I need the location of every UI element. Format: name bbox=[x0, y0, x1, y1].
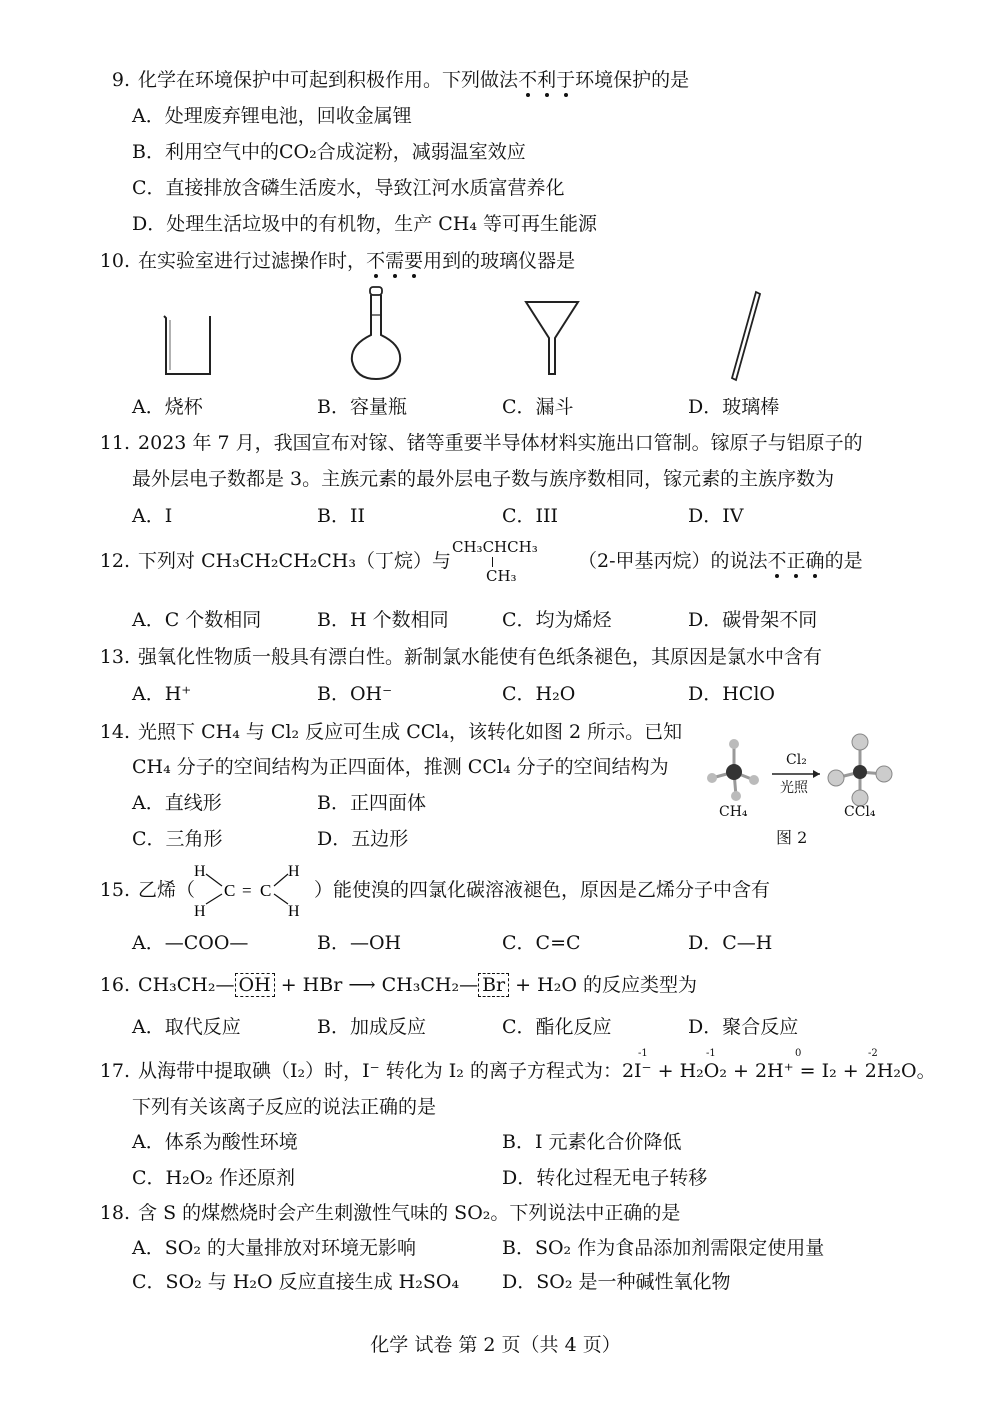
oxidation-state: 0 bbox=[795, 1048, 802, 1059]
question-number: 11. bbox=[99, 432, 130, 454]
svg-text:H: H bbox=[288, 863, 300, 880]
option-b: B．正四面体 bbox=[317, 792, 426, 814]
option-a: A．I bbox=[132, 505, 173, 527]
question-18-stem bbox=[92, 1199, 680, 1227]
option-a: A．—COO— bbox=[132, 932, 249, 954]
option-d: D．聚合反应 bbox=[688, 1016, 799, 1038]
question-number: 12. bbox=[99, 550, 130, 572]
ionic-equation: 2I⁻ + H₂O₂ + 2H⁺ = I₂ + 2H₂O bbox=[621, 1060, 917, 1082]
equation-part: + H₂O bbox=[515, 974, 577, 996]
option-a: A．处理废弃锂电池，回收金属锂 bbox=[132, 105, 412, 127]
option-b: B．II bbox=[317, 505, 365, 527]
boxed-group-oh: OH bbox=[235, 973, 275, 997]
question-16-stem bbox=[92, 971, 697, 999]
stem-text: 乙烯（ bbox=[138, 879, 196, 901]
option-a: A．取代反应 bbox=[132, 1016, 241, 1038]
ccl4-molecule-icon bbox=[828, 734, 892, 806]
ethylene-structure bbox=[188, 856, 312, 920]
stem-text: 下列对 CH₃CH₂CH₂CH₃（丁烷）与 bbox=[138, 550, 451, 572]
svg-text:H: H bbox=[194, 903, 206, 920]
option-c: C．III bbox=[502, 505, 559, 527]
option-b: B．—OH bbox=[317, 932, 402, 954]
option-c: C．直接排放含磷生活废水，导致江河水质富营养化 bbox=[132, 177, 565, 199]
emphasis-char: 要 bbox=[404, 250, 424, 272]
stem-text: 强氧化性物质一般具有漂白性。新制氯水能使有色纸条褪色，其原因是氯水中含有 bbox=[138, 646, 823, 668]
funnel-icon bbox=[524, 298, 580, 378]
option-d: D．碳骨架不同 bbox=[688, 609, 818, 631]
emphasis-char: 不 bbox=[366, 250, 386, 272]
option-a: A．体系为酸性环境 bbox=[132, 1131, 298, 1153]
question-15-stem bbox=[92, 876, 195, 904]
stem-text: 从海带中提取碘（I₂）时，I⁻ 转化为 I₂ 的离子方程式为： bbox=[138, 1060, 622, 1082]
arrow-reagent-label: Cl₂ bbox=[786, 752, 807, 768]
question-12-stem bbox=[92, 547, 451, 575]
stem-text: 2023 年 7 月，我国宣布对镓、锗等重要半导体材料实施出口管制。镓原子与铝原子的 bbox=[138, 432, 863, 454]
svg-text:C: C bbox=[260, 881, 272, 900]
option-c: C．C=C bbox=[502, 932, 581, 954]
question-number: 14. bbox=[99, 721, 130, 743]
option-d: D．处理生活垃圾中的有机物，生产 CH₄ 等可再生能源 bbox=[132, 213, 598, 235]
figure-caption: 图 2 bbox=[776, 828, 808, 847]
option-c: C．H₂O₂ 作还原剂 bbox=[132, 1167, 295, 1189]
question-13-stem bbox=[92, 643, 822, 671]
question-number: 10. bbox=[99, 250, 130, 272]
stem-text: 最外层电子数都是 3。主族元素的最外层电子数与族序数相同，镓元素的主族序数为 bbox=[132, 468, 835, 490]
option-c: C．漏斗 bbox=[502, 396, 574, 418]
option-d: D．转化过程无电子转移 bbox=[502, 1167, 708, 1189]
option-c: C．H₂O bbox=[502, 683, 576, 705]
option-b: B．加成反应 bbox=[317, 1016, 426, 1038]
ch4-molecule-icon bbox=[707, 739, 759, 801]
svg-text:H: H bbox=[288, 903, 300, 920]
ch4-label: CH₄ bbox=[719, 804, 748, 820]
option-a: A．SO₂ 的大量排放对环境无影响 bbox=[132, 1237, 416, 1259]
option-b: B．OH⁻ bbox=[317, 683, 393, 705]
beaker-icon bbox=[160, 312, 216, 378]
option-b: B．H 个数相同 bbox=[317, 609, 449, 631]
svg-text:=: = bbox=[242, 881, 252, 900]
reaction-arrow: ⟶ bbox=[348, 974, 376, 996]
question-number: 16. bbox=[99, 974, 130, 996]
stem-text: ）能使溴的四氯化碳溶液褪色，原因是乙烯分子中含有 bbox=[314, 879, 771, 901]
stem-text: 。 bbox=[916, 1060, 936, 1082]
isobutane-structure bbox=[452, 538, 538, 586]
structure-branch: CH₃ bbox=[486, 567, 517, 585]
option-d: D．SO₂ 是一种碱性氧化物 bbox=[502, 1271, 731, 1293]
option-a: A．烧杯 bbox=[132, 396, 203, 418]
equation-part: CH₃CH₂— bbox=[381, 974, 479, 996]
emphasis-char: 利 bbox=[537, 69, 557, 91]
option-b: B．利用空气中的CO₂合成淀粉，减弱温室效应 bbox=[132, 141, 526, 163]
stem-text: 含 S 的煤燃烧时会产生刺激性气味的 SO₂。下列说法中正确的是 bbox=[138, 1202, 681, 1224]
option-d: D．玻璃棒 bbox=[688, 396, 780, 418]
emphasis-char: 需 bbox=[385, 250, 405, 272]
option-c: C．三角形 bbox=[132, 828, 223, 850]
stem-text: 下列有关该离子反应的说法正确的是 bbox=[132, 1096, 437, 1118]
option-d: D．IV bbox=[688, 505, 744, 527]
option-c: C．SO₂ 与 H₂O 反应直接生成 H₂SO₄ bbox=[132, 1271, 460, 1293]
option-a: A．C 个数相同 bbox=[132, 609, 262, 631]
emphasis-char: 确 bbox=[805, 550, 825, 572]
stem-text: 化学在环境保护中可起到积极作用。下列做法 bbox=[138, 69, 519, 91]
question-number: 13. bbox=[99, 646, 130, 668]
option-c: C．酯化反应 bbox=[502, 1016, 612, 1038]
question-9-stem bbox=[92, 66, 689, 94]
oxidation-state: -1 bbox=[706, 1048, 716, 1059]
stem-text: 光照下 CH₄ 与 Cl₂ 反应可生成 CCl₄，该转化如图 2 所示。已知 bbox=[138, 721, 683, 743]
page-footer: 化学 试卷 第 2 页（共 4 页） bbox=[370, 1334, 621, 1356]
boxed-group-br: Br bbox=[478, 973, 509, 997]
volumetric-flask-icon bbox=[346, 285, 406, 383]
question-number: 17. bbox=[99, 1060, 130, 1082]
stem-text: 的反应类型为 bbox=[582, 974, 697, 996]
stem-text: CH₄ 分子的空间结构为正四面体，推测 CCl₄ 分子的空间结构为 bbox=[132, 756, 669, 778]
equation-part: + HBr bbox=[280, 974, 343, 996]
emphasis-char: 不 bbox=[767, 550, 787, 572]
svg-text:H: H bbox=[194, 863, 206, 880]
question-number: 18. bbox=[99, 1202, 130, 1224]
emphasis-char: 于 bbox=[556, 69, 576, 91]
option-d: D．五边形 bbox=[317, 828, 409, 850]
stem-text: 环境保护的是 bbox=[575, 69, 690, 91]
stem-text: 在实验室进行过滤操作时， bbox=[138, 250, 367, 272]
option-a: A．直线形 bbox=[132, 792, 222, 814]
option-d: D．C—H bbox=[688, 932, 773, 954]
emphasis-text bbox=[768, 550, 825, 572]
svg-text:C: C bbox=[224, 881, 236, 900]
option-b: B．SO₂ 作为食品添加剂需限定使用量 bbox=[502, 1237, 825, 1259]
option-a: A．H⁺ bbox=[132, 683, 192, 705]
question-12-stem-tail bbox=[578, 547, 863, 575]
glass-rod-icon bbox=[726, 290, 766, 382]
oxidation-state: -2 bbox=[868, 1048, 878, 1059]
stem-text: 的是 bbox=[824, 550, 863, 572]
option-b: B．I 元素化合价降低 bbox=[502, 1131, 682, 1153]
emphasis-char: 正 bbox=[786, 550, 806, 572]
option-b: B．容量瓶 bbox=[317, 396, 407, 418]
oxidation-state: -1 bbox=[638, 1048, 648, 1059]
question-number: 9. bbox=[111, 69, 130, 91]
ccl4-label: CCl₄ bbox=[844, 804, 876, 820]
option-c: C．均为烯烃 bbox=[502, 609, 612, 631]
stem-text: （2-甲基丙烷）的说法 bbox=[578, 550, 768, 572]
arrow-condition-label: 光照 bbox=[780, 780, 808, 796]
emphasis-text bbox=[366, 250, 423, 272]
structure-main-chain: CH₃CHCH₃ bbox=[452, 538, 538, 556]
emphasis-text bbox=[518, 69, 575, 91]
emphasis-char: 不 bbox=[518, 69, 538, 91]
question-17-stem bbox=[92, 1057, 936, 1085]
option-d: D．HClO bbox=[688, 683, 775, 705]
question-11-stem bbox=[92, 429, 863, 457]
question-14-stem bbox=[92, 718, 682, 746]
stem-text: 用到的玻璃仪器是 bbox=[423, 250, 576, 272]
question-10-stem bbox=[92, 247, 575, 275]
question-number: 15. bbox=[99, 879, 130, 901]
equation-part: CH₃CH₂— bbox=[138, 974, 235, 996]
